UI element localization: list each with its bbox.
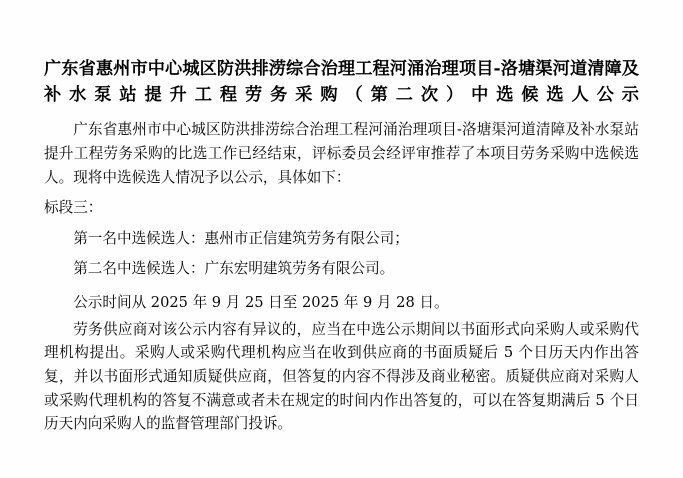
notice-period: 公示时间从 2025 年 9 月 25 日至 2025 年 9 月 28 日。 <box>73 294 449 312</box>
candidate-first-place: 第一名中选候选人：惠州市正信建筑劳务有限公司； <box>73 229 409 247</box>
objection-procedure: 劳务供应商对该公示内容有异议的，应当在中选公示期间以书面形式向采购人或采购代理机构提出。采购人或采购代理机构应当在收到供应商的书面质疑后 5 个日历天内作出答复，并以书面形式通知质疑供应商，但答复的内容不得涉及商业秘密。质疑供应商对采购人或采购代理机构的答复不满意或者未在规定的时间内作出答复的，可以在答复期满后 5 个日历天内向采购人的监督管理部门投诉。 <box>44 320 639 433</box>
paragraph-intro: 广东省惠州市中心城区防洪排涝综合治理工程河涌治理项目-洛塘渠河道清障及补水泵站提升工程劳务采购的比选工作已经结束，评标委员会经评审推荐了本项目劳务采购中选候选人。现将中选候选人情况予以公示，具体如下： <box>44 121 639 186</box>
section-label-biddingsection: 标段三： <box>44 199 103 217</box>
spacer <box>44 284 639 291</box>
page-title: 广东省惠州市中心城区防洪排涝综合治理工程河涌治理项目-洛塘渠河道清障及补水泵站提升工程劳务采购（第二次）中选候选人公示 <box>44 59 639 106</box>
candidate-second-place: 第二名中选候选人：广东宏明建筑劳务有限公司。 <box>73 260 395 278</box>
